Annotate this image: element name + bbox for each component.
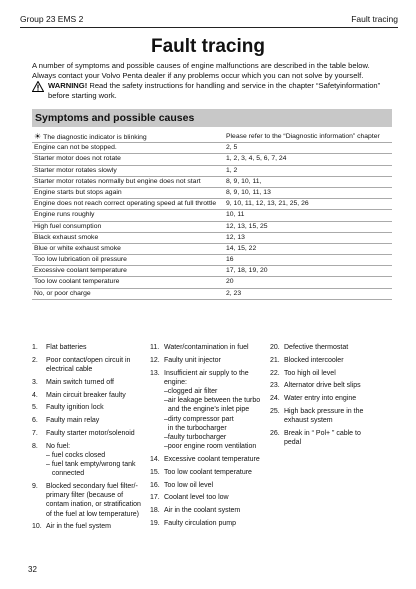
cause-description: Faulty ignition lock [46, 404, 104, 412]
causes-cell: 2, 23 [226, 289, 242, 297]
cause-list-item [270, 356, 395, 365]
symptom-cell [34, 188, 122, 198]
cause-number: 6. [32, 417, 38, 425]
causes-cell: 12, 13 [226, 233, 245, 241]
symptom-text: The diagnostic indicator is blinking [43, 134, 147, 141]
causes-cell: 1, 2 [226, 166, 238, 174]
cause-number: 10. [32, 523, 42, 531]
causes-cell: 9, 10, 11, 12, 13, 21, 25, 26 [226, 200, 309, 208]
causes-cell: 10, 11 [226, 211, 245, 219]
cause-list-item [150, 343, 265, 352]
cause-number: 24. [270, 395, 280, 403]
cause-description: Excessive coolant temperature [164, 455, 260, 463]
cause-number: 22. [270, 369, 280, 377]
cause-list-item [270, 369, 395, 378]
symptom-text: Engine starts but stops again [34, 188, 122, 196]
cause-description: Blocked intercooler [284, 356, 344, 364]
symptom-cell [34, 143, 117, 153]
cause-number: 21. [270, 356, 280, 364]
symptom-text: Black exhaust smoke [34, 233, 99, 241]
causes-list-column-2 [150, 343, 265, 532]
causes-cell: Please refer to the “Diagnostic information” chapter [226, 133, 380, 140]
cause-number: 11. [150, 344, 160, 351]
table-row [32, 177, 392, 188]
header-group-label: Group 23 EMS 2 [20, 14, 84, 24]
table-row [32, 199, 392, 210]
cause-list-item [150, 455, 265, 464]
warning-label: WARNING! [48, 81, 88, 90]
table-row [32, 143, 392, 154]
intro-paragraph: A number of symptoms and possible causes of engine malfunctions are described in the table below. Always contact your Volvo Penta dealer if any problems occur which you can not solve by yourself. [32, 61, 370, 80]
cause-number: 7. [32, 429, 38, 437]
causes-cell: 1, 2, 3, 4, 5, 6, 7, 24 [226, 155, 287, 163]
cause-number: 5. [32, 404, 38, 412]
cause-list-item [150, 519, 265, 528]
cause-description: Break in “ Pol+ ” cable to pedal [284, 429, 361, 447]
cause-list-item [32, 442, 142, 479]
cause-number: 8. [32, 442, 38, 450]
causes-cell: 20 [226, 278, 234, 286]
table-row [32, 166, 392, 177]
warning-body: Read the safety instructions for handling and service in the chapter “Safetyinformation” before starting work. [48, 81, 381, 100]
cause-description: Too high oil level [284, 369, 336, 377]
cause-list-item [150, 356, 265, 365]
symptom-cell [34, 244, 121, 254]
cause-description: Alternator drive belt slips [284, 382, 361, 390]
cause-number: 2. [32, 356, 38, 364]
symptom-cell [34, 289, 91, 299]
cause-list-item [32, 343, 142, 352]
cause-description: Coolant level too low [164, 494, 229, 502]
causes-cell: 14, 15, 22 [226, 244, 257, 252]
symptom-text: Engine runs roughly [34, 211, 95, 219]
symptom-text: Engine can not be stopped. [34, 144, 117, 152]
cause-description: Faulty unit injector [164, 356, 221, 364]
cause-description: Faulty main relay [46, 417, 100, 425]
symptom-cell [34, 266, 127, 276]
cause-list-item [32, 482, 142, 519]
symptoms-table [32, 132, 392, 300]
cause-list-item [32, 522, 142, 531]
symptom-text: Blue or white exhaust smoke [34, 244, 121, 252]
cause-description: Too low oil level [164, 481, 214, 489]
causes-list-column-3 [270, 343, 395, 451]
table-row [32, 154, 392, 165]
symptom-cell [34, 277, 119, 287]
cause-number: 16. [150, 481, 160, 489]
cause-number: 12. [150, 356, 160, 364]
cause-description: Air in the coolant system [164, 507, 241, 515]
symptom-text: High fuel consumption [34, 222, 102, 230]
symptom-cell [34, 132, 147, 143]
page-number: 32 [28, 565, 37, 574]
cause-description: Blocked secondary fuel filter/- primary filter (because of contam ination, or stratification of the fuel at low temperature) [46, 483, 141, 518]
cause-list-item [150, 468, 265, 477]
header-chapter-label: Fault tracing [351, 14, 398, 24]
symptom-text: Starter motor does not rotate [34, 155, 121, 163]
cause-description: Too low coolant temperature [164, 468, 252, 476]
cause-list-item [32, 416, 142, 425]
cause-list-item [270, 343, 395, 352]
cause-number: 15. [150, 468, 160, 476]
cause-number: 13. [150, 369, 160, 377]
cause-number: 14. [150, 455, 160, 463]
diagnostic-sun-icon: ☀ [34, 132, 42, 141]
table-row [32, 233, 392, 244]
cause-list-item [150, 506, 265, 515]
cause-number: 4. [32, 391, 38, 399]
cause-description: Air in the fuel system [46, 523, 111, 531]
cause-list-item [150, 369, 265, 452]
symptom-cell [34, 166, 117, 176]
cause-list-item [32, 429, 142, 438]
cause-number: 23. [270, 382, 280, 390]
cause-list-item [32, 378, 142, 387]
cause-list-item [270, 394, 395, 403]
cause-number: 18. [150, 507, 160, 515]
symptom-text: Starter motor rotates slowly [34, 166, 117, 174]
symptom-cell [34, 154, 121, 164]
causes-cell: 12, 13, 15, 25 [226, 222, 268, 230]
cause-description: No fuel: – fuel cocks closed – fuel tank empty/wrong tank connected [46, 442, 136, 478]
table-row [32, 277, 392, 288]
cause-list-item [150, 493, 265, 502]
cause-description: Water/contamination in fuel [164, 344, 249, 351]
table-row [32, 289, 392, 300]
cause-description: Main circuit breaker faulty [46, 391, 126, 399]
symptom-cell [34, 210, 94, 220]
causes-cell: 8, 9, 10, 11, 13 [226, 188, 271, 196]
header-rule [20, 27, 398, 28]
cause-list-item [32, 356, 142, 374]
causes-cell: 17, 18, 19, 20 [226, 267, 268, 275]
symptom-text: Starter motor rotates normally but engine does not start [34, 177, 201, 185]
cause-description: Water entry into engine [284, 395, 357, 403]
cause-description: Flat batteries [46, 344, 87, 351]
cause-description: Faulty starter motor/solenoid [46, 429, 135, 437]
section-heading: Symptoms and possible causes [32, 109, 392, 127]
table-row [32, 210, 392, 221]
table-row [32, 244, 392, 255]
cause-number: 9. [32, 483, 38, 491]
table-row [32, 255, 392, 266]
cause-list-item [270, 381, 395, 390]
cause-list-item [150, 481, 265, 490]
cause-number: 25. [270, 407, 280, 415]
cause-list-item [270, 429, 395, 447]
cause-list-item [32, 403, 142, 412]
symptom-cell [34, 222, 101, 232]
cause-description: Insufficient air supply to the engine: –clogged air filter –air leakage between the turbo and the engine’s inlet pipe –dirty compressor part in the turbocharger –faulty turbocharger –poor engine room ventilation [164, 369, 261, 451]
cause-description: Main switch turned off [46, 378, 114, 386]
page-title: Fault tracing [150, 36, 265, 57]
table-row [32, 266, 392, 277]
symptom-text: Engine does not reach correct operating speed at full throttle [34, 200, 217, 208]
page-header [20, 14, 398, 30]
cause-number: 19. [150, 519, 160, 527]
symptom-text: Too low lubrication oil pressure [34, 256, 127, 264]
symptom-cell [34, 255, 127, 265]
causes-list-column-1 [32, 343, 142, 535]
symptom-text: No, or poor charge [34, 289, 91, 297]
symptom-cell [34, 233, 98, 243]
cause-list-item [32, 391, 142, 400]
table-row [32, 188, 392, 199]
cause-number: 3. [32, 378, 38, 386]
warning-triangle-icon [32, 81, 44, 92]
cause-description: Faulty circulation pump [164, 519, 236, 527]
symptom-text: Excessive coolant temperature [34, 267, 127, 275]
causes-cell: 2, 5 [226, 144, 238, 152]
cause-number: 26. [270, 429, 280, 437]
symptom-cell [34, 199, 216, 209]
table-row [32, 132, 392, 143]
cause-list-item [270, 407, 395, 425]
cause-number: 17. [150, 494, 160, 502]
causes-cell: 8, 9, 10, 11, [226, 177, 262, 185]
symptom-cell [34, 177, 201, 187]
cause-description: Poor contact/open circuit in electrical cable [46, 356, 131, 373]
cause-description: Defective thermostat [284, 344, 349, 351]
symptom-text: Too low coolant temperature [34, 278, 120, 286]
cause-number: 20. [270, 344, 280, 351]
causes-cell: 16 [226, 256, 234, 264]
table-row [32, 222, 392, 233]
cause-description: High back pressure in the exhaust system [284, 407, 364, 425]
warning-text [48, 81, 388, 101]
cause-number: 1. [32, 344, 38, 351]
